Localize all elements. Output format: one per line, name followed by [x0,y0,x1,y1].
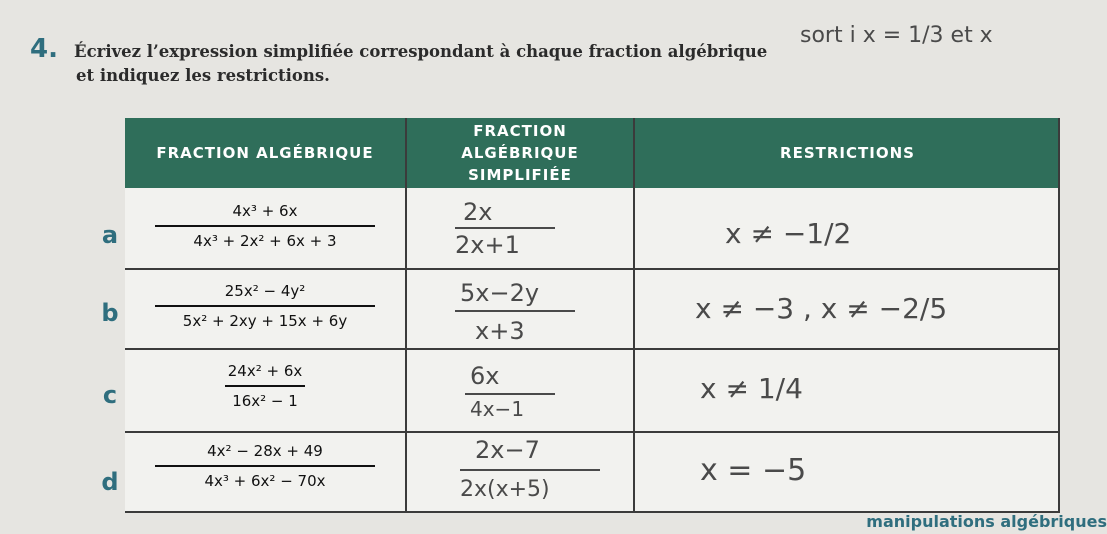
handwritten-simplified-a [445,193,595,263]
fraction-numerator: 4x² − 28x + 49 [207,442,323,460]
fractions-table [125,118,1060,513]
row-letter-b: b [90,293,130,333]
exercise-instructions [74,40,894,88]
instruction-line-1: Écrivez l’expression simplifiée correspondant à chaque fraction algébrique [74,42,768,61]
fraction-denominator: 4x³ + 2x² + 6x + 3 [193,232,337,250]
table-row [135,200,395,252]
restriction-text: x ≠ −1/2 [725,217,852,250]
handwritten-note-text: sort i x = 1/3 et x [800,23,993,48]
handwritten-note [790,0,1107,75]
fraction-bar [155,465,375,467]
instruction-line-2: et indiquez les restrictions. [76,66,330,85]
handwritten-simplified-c [445,354,595,429]
row-divider [125,268,1060,270]
handwritten-restriction-d [690,438,990,498]
simplified-numerator: 2x−7 [475,436,540,464]
fraction-numerator: 4x³ + 6x [232,202,298,220]
table-row [135,440,395,492]
header-restrictions: RESTRICTIONS [780,144,915,162]
fraction-bar [225,385,305,387]
column-divider [633,118,635,513]
row-letter-c: c [90,375,130,415]
handwritten-restriction-a [715,203,1015,263]
simplified-numerator: 6x [470,362,500,390]
handwritten-simplified-d [445,430,625,510]
row-letter-d: d [90,462,130,502]
fraction-denominator: 4x³ + 6x² − 70x [204,472,326,490]
column-divider [1058,118,1060,513]
fraction-denominator: 5x² + 2xy + 15x + 6y [182,312,348,330]
simplified-numerator: 5x−2y [460,279,540,307]
restriction-text: x ≠ 1/4 [700,372,803,405]
fraction-bar [155,225,375,227]
table-row [135,280,395,332]
row-letter-a: a [90,215,130,255]
simplified-numerator: 2x [463,198,493,226]
column-divider [405,118,407,513]
simplified-denominator: x+3 [475,317,525,345]
fraction-numerator: 25x² − 4y² [224,282,306,300]
simplified-denominator: 2x(x+5) [460,477,550,502]
fraction-numerator: 24x² + 6x [227,362,303,380]
handwritten-restriction-c [690,358,990,418]
simplified-denominator: 4x−1 [470,397,525,421]
fraction-bar [155,305,375,307]
handwritten-simplified-b [445,273,625,348]
table-header [125,118,1060,188]
header-simplified: FRACTION ALGÉBRIQUE SIMPLIFIÉE [461,122,579,184]
footer-text: manipulations algébriques [866,512,1107,531]
header-fraction: FRACTION ALGÉBRIQUE [156,144,374,162]
fraction-denominator: 16x² − 1 [232,392,298,410]
exercise-number: 4. [30,34,58,64]
row-divider [125,348,1060,350]
simplified-denominator: 2x+1 [455,231,520,259]
restriction-text: x ≠ −3 , x ≠ −2/5 [695,292,948,325]
handwritten-restriction-b [685,278,1055,338]
table-row [135,360,395,412]
restriction-text: x = −5 [700,453,807,488]
